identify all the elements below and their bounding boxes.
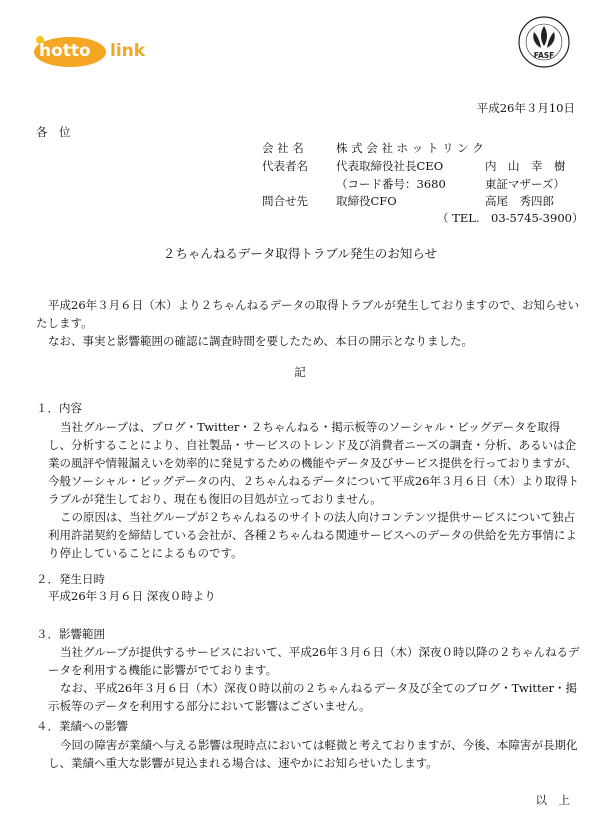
section-2-paragraph: 平成26年３月６日 深夜０時より [48, 589, 216, 603]
section-1-paragraph-1: 当社グループは、ブログ・Twitter・２ちゃんねる・掲示板等のソーシャル・ビッグデータを取得し、分析することにより、自社製品・サービスのトレンド及び消費者ニーズの調査・分析、あるいは企業の風評や情報漏えいを効率的に発見するための機能やデータ及びサービス提供を行っておりますが、今般ソーシャル・ビッグデータの内、２ちゃんねるデータについて平成26年３月６日（木）より取得トラブルが発生しており、現在も復旧の目処が立っておりません。 [48, 420, 579, 506]
representative-name: 内 山 幸 樹 [485, 159, 566, 173]
fasf-mark [514, 14, 574, 78]
contact-name: 高尾 秀四郎 [485, 194, 554, 208]
representative-title: 代表取締役社長CEO [336, 159, 444, 173]
section-4-heading: ４．業績への影響 [36, 719, 128, 733]
representative-label: 代表者名 [262, 159, 308, 173]
section-1-heading: １．内容 [36, 401, 82, 415]
stock-market: 東証マザーズ） [485, 177, 565, 191]
company-name-label: 会 社 名 [262, 141, 304, 155]
document-title: ２ちゃんねるデータ取得トラブル発生のお知らせ [162, 246, 438, 261]
section-3-paragraph-2: なお、平成26年３月６日（木）深夜０時以前の２ちゃんねるデータ及び全てのブログ・Twitter・掲示板等のデータを利用する部分において影響はございません。 [48, 681, 577, 713]
intro-paragraph-1: 平成26年３月６日（木）より２ちゃんねるデータの取得トラブルが発生しておりますので、お知らせいたします。 [36, 298, 580, 330]
stock-code: （コード番号：3680 [336, 177, 446, 191]
fasf-seal [514, 14, 574, 78]
document-date: 平成26年３月10日 [476, 101, 575, 115]
intro-paragraph-2: なお、事実と影響範囲の確認に調査時間を要したため、本日の開示となりました。 [48, 334, 474, 348]
contact-tel: （ TEL. 03-5745-3900） [437, 211, 584, 225]
section-4-paragraph: 今回の障害が業績へ与える影響は現時点においては軽微と考えておりますが、今後、本障害が長期化し、業績へ重大な影響が見込まれる場合は、速やかにお知らせいたします。 [48, 738, 578, 770]
section-3-paragraph-1: 当社グループが提供するサービスにおいて、平成26年３月６日（木）深夜０時以降の２ちゃんねるデータを利用する機能に影響がでております。 [48, 645, 580, 677]
company-name-value: 株 式 会 社 ホ ッ ト リ ン ク [336, 141, 484, 155]
hottolink-logo [34, 32, 174, 72]
section-1-paragraph-2: この原因は、当社グループが２ちゃんねるのサイトの法人向けコンテンツ提供サービスについて独占利用許諾契約を締結している会社が、各種２ちゃんねる関連サービスへのデータの供給を先方事情により停止していることによるものです。 [48, 510, 577, 560]
ki-marker: 記 [294, 365, 306, 379]
closing-mark: 以 上 [535, 793, 570, 807]
contact-title: 取締役CFO [336, 194, 397, 208]
logo-word-hotto: hotto [39, 41, 91, 61]
section-3-heading: ３．影響範囲 [36, 627, 105, 641]
contact-label: 問合せ先 [262, 194, 308, 208]
recipient: 各 位 [36, 125, 71, 139]
section-2-heading: ２．発生日時 [36, 572, 105, 586]
fasf-label: FASF [533, 51, 555, 60]
logo-word-link: link [110, 41, 146, 61]
